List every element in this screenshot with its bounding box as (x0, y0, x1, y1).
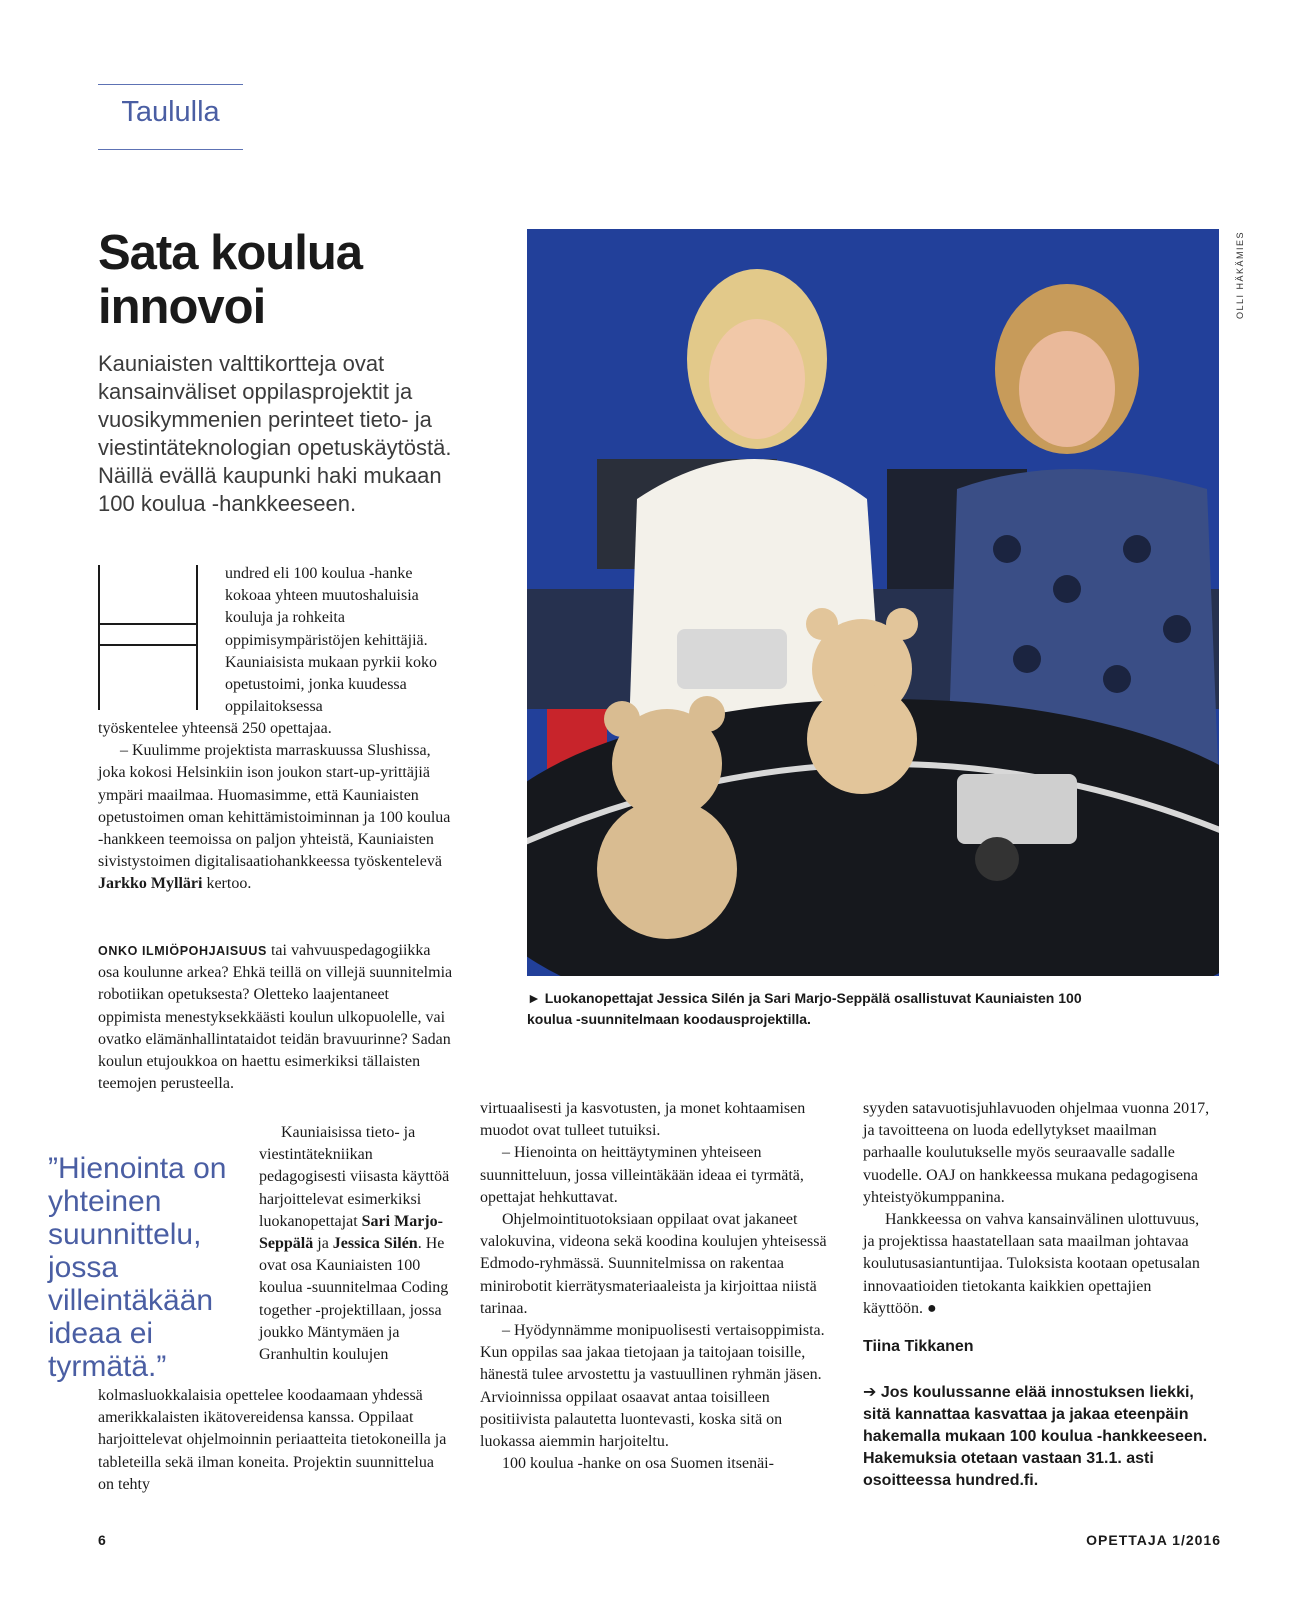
svg-text:OLLI HÄKÄMIES: OLLI HÄKÄMIES (1235, 230, 1245, 319)
lead-paragraph: Kauniaisten valttikortteja ovat kansainväliset oppilasprojektit ja vuosikymmenien perinteet tieto- ja viestintäteknologian opetuskäytöstä. Näillä evällä kaupunki haki mukaan 100 koulua -hankkeeseen. (98, 351, 452, 516)
callout-box: ➔ Jos koulussanne elää innostuksen liekki, sitä kannattaa kasvattaa ja jakaa eteenpäin hakemalla mukaan 100 koulua -hankkeeseen. Hakemuksia otetaan vastaan 31.1. asti osoitteessa hundred.fi. (863, 1384, 1208, 1489)
body-paragraph-2: – Kuulimme projektista marraskuussa Slushissa, joka kokosi Helsinkiin ison joukon start-up-yrittäjiä ympäri maailmaa. Huomasimme, että Kauniaisten opetustoimen oman kehittämistoiminnan ja 100 koulua -hankkeen teemoissa on paljon yhteistä, Kauniaisten sivistystoimen digitalisaatiohankkeessa työskentelevä Jarkko Mylläri kertoo. (98, 742, 451, 893)
end-mark: ● (927, 1299, 937, 1317)
section-label: Taululla (121, 96, 220, 128)
drop-cap-letter: H (144, 667, 152, 678)
body-paragraph-4: Kauniaisissa tieto- ja viestintätekniikan pedagogisesti viisasta käyttöä harjoittelevat esimerkiksi luokanopettajat Sari Marjo-Seppälä ja Jessica Silén. He ovat osa Kauniaisten 100 koulua -suunnitelmaa Coding together -projektillaan, jossa joukko Mäntymäen ja Granhultin koulujen (259, 1124, 450, 1364)
col3-paragraph-2: Hankkeessa on vahva kansainvälinen ulottuvuus, ja projektissa haastatellaan sata maailman johtavaa koulutusasiantuntijaa. Tuloksista kootaan opetusalan innovaatioiden tietokanta kaikkien opettajien käyttöön. ● (863, 1211, 1200, 1317)
body-column-1-upper (98, 718, 453, 896)
photo-person-left-face (709, 319, 805, 439)
photo-credit (1232, 229, 1246, 319)
col2-paragraph-1: virtuaalisesti ja kasvotusten, ja monet kohtaamisen muodot ovat tulleet tutuiksi. (480, 1100, 806, 1140)
page-number: 6 (98, 1532, 106, 1548)
section-rule-top (98, 84, 243, 85)
col2-paragraph-4: – Hyödynnämme monipuolisesti vertaisoppimista. Kun oppilas saa jakaa tietojaan ja taitojaan toisille, hänestä tulee arvostettu ja vastuullinen ryhmän jäsen. Arvioinnissa oppilaat osaavat antaa toisilleen positiivista palautetta luontevasti, koska sitä on luokassa aiemmin harjoiteltu. (480, 1322, 825, 1451)
headline-line-2: innovoi (98, 280, 266, 334)
photo-robot-left (677, 629, 787, 689)
pull-quote: ”Hienointa on yhteinen suunnittelu, jossa villeintäkään ideaa ei tyrmätä.” (48, 1152, 227, 1383)
col3-paragraph-1: syyden satavuotisjuhlavuoden ohjelmaa vuonna 2017, ja tavoitteena on luoda edellytykset maailman parhaalle koulutukselle myös seuraavalle sadalle vuodelle. OAJ on hankkeessa mukana pedagogisena yhteistyökumppanina. (863, 1100, 1210, 1206)
byline: Tiina Tikkanen (863, 1338, 974, 1355)
drop-cap (98, 565, 198, 710)
body-column-2 (480, 1098, 828, 1475)
headline-line-1: Sata koulua (98, 226, 363, 280)
run-in-heading: ONKO ILMIÖPOHJAISUUS (98, 944, 267, 958)
publication-footer: OPETTAJA 1/2016 (1086, 1532, 1221, 1548)
body-paragraph-3: ONKO ILMIÖPOHJAISUUS tai vahvuuspedagogiikka osa koulunne arkea? Ehkä teillä on villejä suunnitelmia robotiikan opetuksesta? Oletteko laajentaneet oppimista menestyksekkäästi koulun ulkopuolelle, vai ovatko elämänhallintataidot teidän bravuurinne? Sadan koulun etujoukkoa on haettu esimerkiksi tällaisten teemojen perusteella. (98, 942, 453, 1093)
body-paragraph-1-end: työskentelee yhteensä 250 opettajaa. (98, 720, 332, 737)
photo-person-right-face (1019, 331, 1115, 447)
col2-paragraph-3: Ohjelmointituotoksiaan oppilaat ovat jakaneet valokuvina, videona sekä koodina koulujen yhteisessä Edmodo-ryhmässä. Suunnitelmissa on rakentaa minirobotit kierrätysmateriaaleista ja kirjoittaa niistä tarinaa. (480, 1211, 827, 1317)
body-paragraph-1-start: undred eli 100 koulua -hanke kokoaa yhteen muutoshaluisia kouluja ja rohkeita oppimisympäristöjen kehittäjiä. Kauniaisista mukaan pyrkii koko opetustoimi, jonka kuudessa oppilaitoksessa (225, 565, 437, 716)
headline (98, 226, 498, 334)
photo-caption: ► Luokanopettajat Jessica Silén ja Sari Marjo-Seppälä osallistuvat Kauniaisten 100 koulua -suunnitelmaan koodausprojektilla. (527, 990, 1082, 1027)
col2-paragraph-5: 100 koulua -hanke on osa Suomen itsenäi- (502, 1455, 774, 1473)
article-photo (527, 229, 1219, 976)
body-paragraph-4-end: kolmasluokkalaisia opettelee koodaamaan yhdessä amerikkalaisten ikätovereidensa kanssa. Oppilaat harjoittelevat ohjelmoinnin periaatteita tietokoneilla ja tableteilla sekä ilman koneita. Projektin suunnittelua on tehty (98, 1387, 447, 1493)
photo-robot-right (957, 774, 1077, 844)
body-column-3 (863, 1098, 1213, 1320)
col2-paragraph-2: – Hienointa on heittäytyminen yhteiseen suunnitteluun, jossa villeintäkään ideaa ei tyrmätä, opettajat hehkuttavat. (480, 1144, 804, 1206)
section-rule-bottom (98, 149, 243, 150)
